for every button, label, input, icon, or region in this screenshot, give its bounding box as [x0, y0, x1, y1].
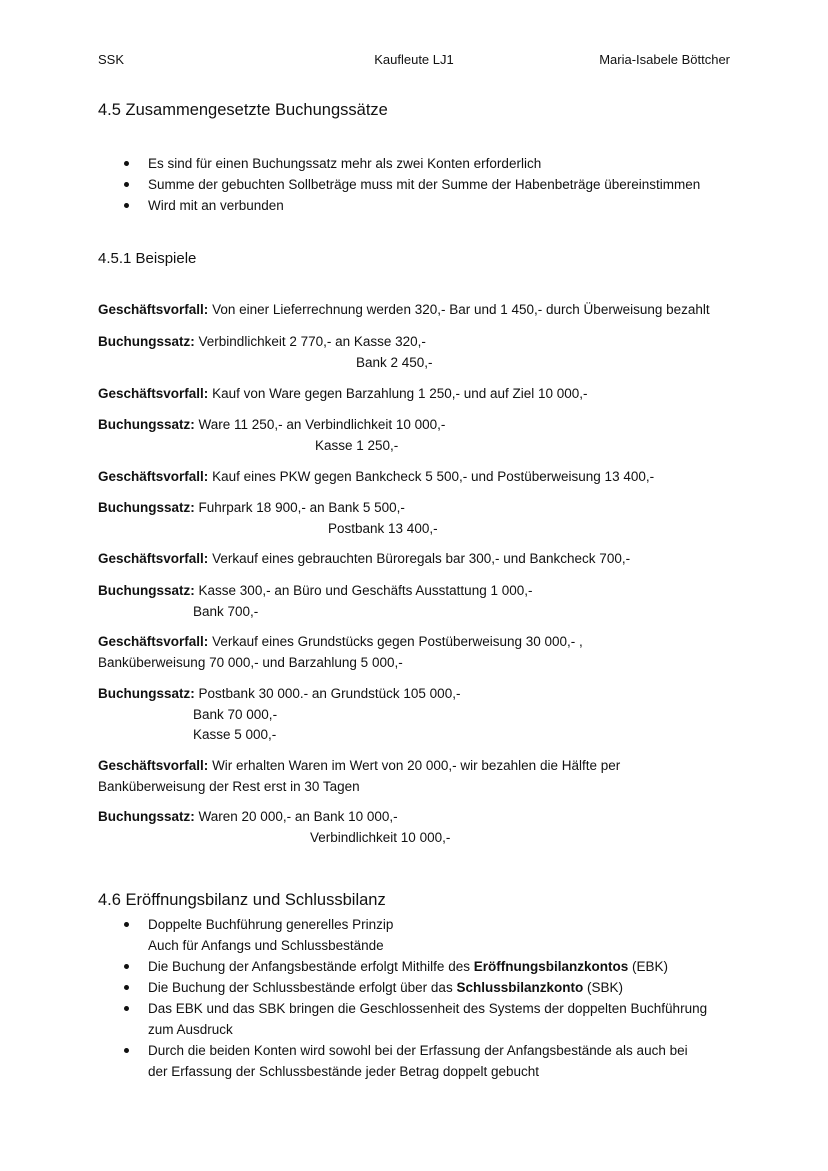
bullet-item: [98, 914, 707, 956]
bs-text: Postbank 30 000.- an Grundstück 105 000,-: [198, 686, 461, 701]
gv-label: Geschäftsvorfall:: [98, 302, 209, 317]
bullet-text: Die Buchung der Anfangsbestände erfolgt Mithilfe des: [148, 959, 474, 974]
bs-label: Buchungssatz:: [98, 417, 195, 432]
section-45-title: 4.5 Zusammengesetzte Buchungssätze: [98, 101, 388, 119]
example-3-bs: [98, 500, 405, 515]
example-6-gv-cont: Banküberweisung der Rest erst in 30 Tagen: [98, 779, 360, 794]
section-46-title: 4.6 Eröffnungsbilanz und Schlussbilanz: [98, 891, 386, 909]
bs-label: Buchungssatz:: [98, 809, 195, 824]
bs-text: Verbindlichkeit 2 770,- an Kasse 320,-: [198, 334, 426, 349]
example-1-bs-cont: Bank 2 450,-: [356, 355, 433, 370]
example-1-bs: [98, 334, 426, 349]
gv-label: Geschäftsvorfall:: [98, 386, 209, 401]
gv-text: Wir erhalten Waren im Wert von 20 000,- wir bezahlen die Hälfte per: [212, 758, 621, 773]
bullet-item: [98, 956, 707, 977]
bs-text: Waren 20 000,- an Bank 10 000,-: [198, 809, 398, 824]
bullet-line: zum Ausdruck: [148, 1022, 233, 1037]
bullet-line: Auch für Anfangs und Schlussbestände: [148, 938, 384, 953]
gv-text: Von einer Lieferrechnung werden 320,- Bar und 1 450,- durch Überweisung bezahlt: [212, 302, 710, 317]
gv-text: Verkauf eines gebrauchten Büroregals bar 300,- und Bankcheck 700,-: [212, 551, 631, 566]
bullet-item: [98, 977, 707, 998]
gv-label: Geschäftsvorfall:: [98, 469, 209, 484]
example-6-bs: [98, 809, 398, 824]
example-5-bs: [98, 686, 460, 701]
gv-text: Verkauf eines Grundstücks gegen Postüberweisung 30 000,- ,: [212, 634, 583, 649]
example-4-gv: [98, 551, 630, 566]
bullet-item: [98, 998, 707, 1040]
example-5-bs-cont: Bank 70 000,-: [193, 707, 278, 722]
bs-label: Buchungssatz:: [98, 500, 195, 515]
bullet-line: Das EBK und das SBK bringen die Geschlossenheit des Systems der doppelten Buchführung: [148, 1001, 708, 1016]
bullet-text: Die Buchung der Schlussbestände erfolgt über das: [148, 980, 457, 995]
bs-text: Kasse 300,- an Büro und Geschäfts Ausstattung 1 000,-: [198, 583, 533, 598]
section-451-title: 4.5.1 Beispiele: [98, 250, 197, 267]
bullet-bold-term: Schlussbilanzkonto: [456, 980, 584, 995]
example-4-bs-cont: Bank 700,-: [193, 604, 259, 619]
example-2-gv: [98, 386, 588, 401]
gv-label: Geschäftsvorfall:: [98, 634, 209, 649]
header-right: Maria-Isabele Böttcher: [599, 52, 730, 67]
bullet-item: Summe der gebuchten Sollbeträge muss mit der Summe der Habenbeträge übereinstimmen: [98, 174, 700, 195]
example-2-bs-cont: Kasse 1 250,-: [315, 438, 399, 453]
example-6-gv: [98, 758, 620, 773]
page-header: [98, 52, 730, 70]
gv-text: Kauf eines PKW gegen Bankcheck 5 500,- und Postüberweisung 13 400,-: [212, 469, 655, 484]
bullet-text: (EBK): [628, 959, 668, 974]
example-5-gv-cont: Banküberweisung 70 000,- und Barzahlung 5 000,-: [98, 655, 403, 670]
bullet-line: Doppelte Buchführung generelles Prinzip: [148, 917, 394, 932]
bs-label: Buchungssatz:: [98, 686, 195, 701]
example-6-bs-cont: Verbindlichkeit 10 000,-: [310, 830, 451, 845]
bullet-text: (SBK): [583, 980, 623, 995]
section-45-bullets: [98, 153, 700, 216]
bullet-bold-term: Eröffnungsbilanzkontos: [473, 959, 629, 974]
bullet-line: der Erfassung der Schlussbestände jeder Betrag doppelt gebucht: [148, 1064, 540, 1079]
example-5-gv: [98, 634, 583, 649]
example-3-bs-cont: Postbank 13 400,-: [328, 521, 438, 536]
bullet-line: Durch die beiden Konten wird sowohl bei der Erfassung der Anfangsbestände als auch bei: [148, 1043, 688, 1058]
bs-text: Fuhrpark 18 900,- an Bank 5 500,-: [198, 500, 405, 515]
gv-label: Geschäftsvorfall:: [98, 551, 209, 566]
gv-text: Kauf von Ware gegen Barzahlung 1 250,- und auf Ziel 10 000,-: [212, 386, 588, 401]
section-46-bullets: [98, 914, 707, 1082]
bs-label: Buchungssatz:: [98, 583, 195, 598]
example-2-bs: [98, 417, 445, 432]
bs-text: Ware 11 250,- an Verbindlichkeit 10 000,-: [198, 417, 446, 432]
example-3-gv: [98, 469, 654, 484]
example-4-bs: [98, 583, 533, 598]
bullet-item: Es sind für einen Buchungssatz mehr als zwei Konten erforderlich: [98, 153, 700, 174]
bs-label: Buchungssatz:: [98, 334, 195, 349]
example-1-gv: [98, 302, 710, 317]
header-center: Kaufleute LJ1: [374, 52, 454, 67]
example-5-bs-cont: Kasse 5 000,-: [193, 727, 277, 742]
gv-label: Geschäftsvorfall:: [98, 758, 209, 773]
bullet-item: Wird mit an verbunden: [98, 195, 700, 216]
bullet-item: [98, 1040, 707, 1082]
header-left: SSK: [98, 52, 125, 67]
